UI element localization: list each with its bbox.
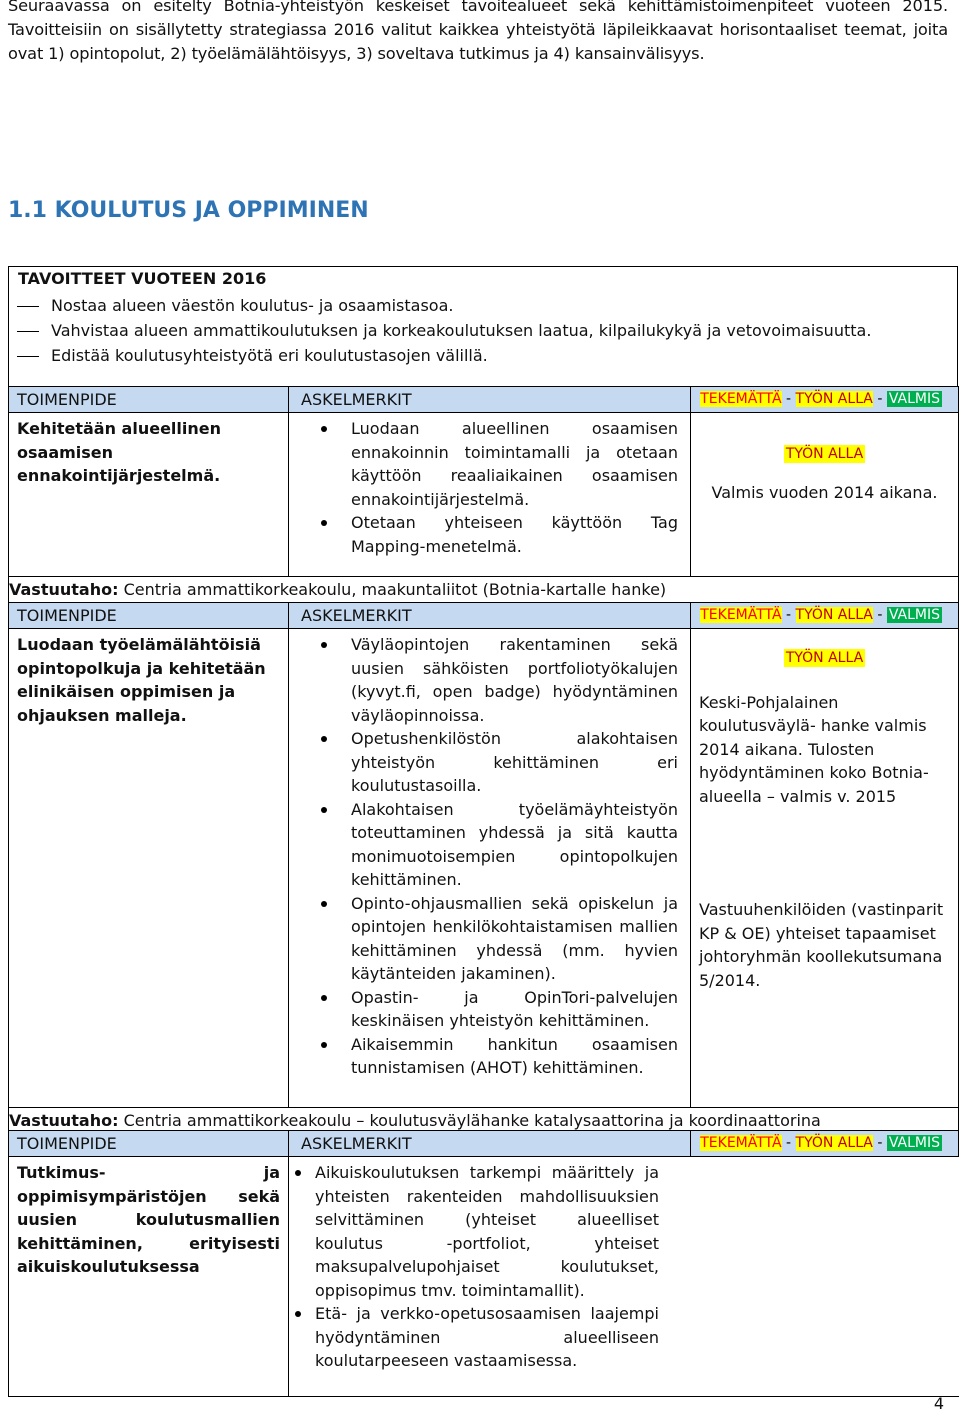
step-item: Väyläopintojen rakentaminen sekä uusien sähköisten portfoliotyökalujen (kyvyt.fi, open badge) hyödyntäminen väyläopinnoissa. [289,633,678,727]
step-item: Alakohtaisen työelämäyhteistyön toteuttaminen yhdessä ja sitä kautta monimuotoisempien opintopolkujen kehittäminen. [289,798,678,892]
table-header [9,1131,959,1157]
plan-table-1 [8,386,959,603]
status-done: VALMIS [888,391,940,407]
status-cell [691,413,959,577]
action-cell: Tutkimus- ja oppimisympäristöjen sekä uusien koulutusmallien kehittäminen, erityisesti aikuiskoulutuksessa [9,1157,289,1397]
action-cell: Luodaan työelämälähtöisiä opintopolkuja ja kehitetään elinikäisen oppimisen ja ohjauksen malleja. [9,629,289,1108]
status-done: VALMIS [888,1135,940,1151]
section-title: 1.1 KOULUTUS JA OPPIMINEN [8,198,369,223]
step-item: Aikaisemmin hankitun osaamisen tunnistamisen (AHOT) kehittäminen. [289,1033,678,1080]
status-in-progress: TYÖN ALLA [795,607,873,623]
table-row [9,413,959,577]
responsible-text: Centria ammattikorkeakoulu – koulutusväylähanke katalysaattorina ja koordinaattorina [123,1111,821,1130]
status-tag: TYÖN ALLA [785,446,864,462]
steps-cell [289,629,691,1108]
header-action: TOIMENPIDE [9,387,289,413]
table-header [9,603,959,629]
step-item: Opetushenkilöstön alakohtaisen yhteistyön kehittäminen eri koulutustasoilla. [289,727,678,798]
step-item: Opastin- ja OpinTori-palvelujen keskinäisen yhteistyön kehittäminen. [289,986,678,1033]
table-row [9,629,959,1108]
goal-item: Vahvistaa alueen ammattikoulutuksen ja korkeakoulutuksen laatua, kilpailukykyä ja vetovoimaisuutta. [9,319,871,344]
status-text: Valmis vuoden 2014 aikana. [711,482,938,502]
goals-box [8,266,958,386]
responsible-cell: Vastuutaho: Centria ammattikorkeakoulu, maakuntaliitot (Botnia-kartalle hanke) [9,577,959,603]
intro-paragraph: Seuraavassa on esitelty Botnia-yhteistyön keskeiset tavoitealueet sekä kehittämistoimenpiteet vuoteen 2015. Tavoitteisiin on sisällytetty strategiassa 2016 valitut kaikkea yhteistyötä läpileikkaavat horisontaaliset teemat, joita ovat 1) opintopolut, 2) työelämälähtöisyys, 3) soveltava tutkimus ja 4) kansainvälisyys. [8,0,948,63]
status-not-done: TEKEMÄTTÄ [700,1135,782,1151]
status-cell [691,629,959,1108]
header-steps: ASKELMERKIT [289,1131,691,1157]
header-action: TOIMENPIDE [9,1131,289,1157]
step-item: Otetaan yhteiseen käyttöön Tag Mapping-menetelmä. [289,511,678,558]
plan-table-3 [8,1130,959,1397]
header-status: TEKEMÄTTÄ - TYÖN ALLA - VALMIS [691,387,959,413]
status-text: Keski-Pohjalainen koulutusväylä- hanke valmis 2014 aikana. Tulosten hyödyntäminen koko Botnia-alueella – valmis v. 2015 [699,692,929,806]
goals-list [9,294,871,369]
responsible-row [9,577,959,603]
status-tag: TYÖN ALLA [785,650,864,666]
status-in-progress: TYÖN ALLA [795,1135,873,1151]
plan-table-2 [8,602,959,1134]
goal-item: Edistää koulutusyhteistyötä eri koulutustasojen välillä. [9,344,871,369]
table-row [9,1157,959,1397]
header-action: TOIMENPIDE [9,603,289,629]
responsible-cell: Vastuutaho: Centria ammattikorkeakoulu – koulutusväylähanke katalysaattorina ja koordinaattorina [9,1108,959,1134]
status-done: VALMIS [888,607,940,623]
goal-item: Nostaa alueen väestön koulutus- ja osaamistasoa. [9,294,871,319]
page-number: 4 [933,1394,944,1413]
status-not-done: TEKEMÄTTÄ [700,607,782,623]
step-item: Etä- ja verkko-opetusosaamisen laajempi hyödyntäminen alueelliseen koulutarpeeseen vastaamisessa. [289,1302,659,1373]
steps-cell [289,413,691,577]
status-text-2: Vastuuhenkilöiden (vastinparit KP & OE) yhteiset tapaamiset johtoryhmän koollekutsumana 5/2014. [699,900,944,990]
step-item: Opinto-ohjausmallien sekä opiskelun ja opintojen henkilökohtaistamisen mallien kehittäminen yhdessä (mm. hyvien käytänteiden jakaminen). [289,892,678,986]
responsible-text: Centria ammattikorkeakoulu, maakuntaliitot (Botnia-kartalle hanke) [123,580,667,599]
status-not-done: TEKEMÄTTÄ [700,391,782,407]
steps-cell [289,1157,959,1397]
step-item: Aikuiskoulutuksen tarkempi määrittely ja yhteisten rakenteiden mahdollisuuksien selvittäminen (yhteiset alueelliset koulutus -portfoliot, yhteiset maksupalvelupohjaiset koulutukset, oppisopimus tmv. toimintamallit). [289,1161,659,1302]
status-in-progress: TYÖN ALLA [795,391,873,407]
header-status: TEKEMÄTTÄ - TYÖN ALLA - VALMIS [691,1131,959,1157]
header-steps: ASKELMERKIT [289,603,691,629]
action-cell: Kehitetään alueellinen osaamisen ennakointijärjestelmä. [9,413,289,577]
header-steps: ASKELMERKIT [289,387,691,413]
goals-title: TAVOITTEET VUOTEEN 2016 [18,269,267,288]
header-status: TEKEMÄTTÄ - TYÖN ALLA - VALMIS [691,603,959,629]
step-item: Luodaan alueellinen osaamisen ennakoinnin toimintamalli ja otetaan käyttöön reaaliaikainen osaamisen ennakointijärjestelmä. [289,417,678,511]
table-header [9,387,959,413]
